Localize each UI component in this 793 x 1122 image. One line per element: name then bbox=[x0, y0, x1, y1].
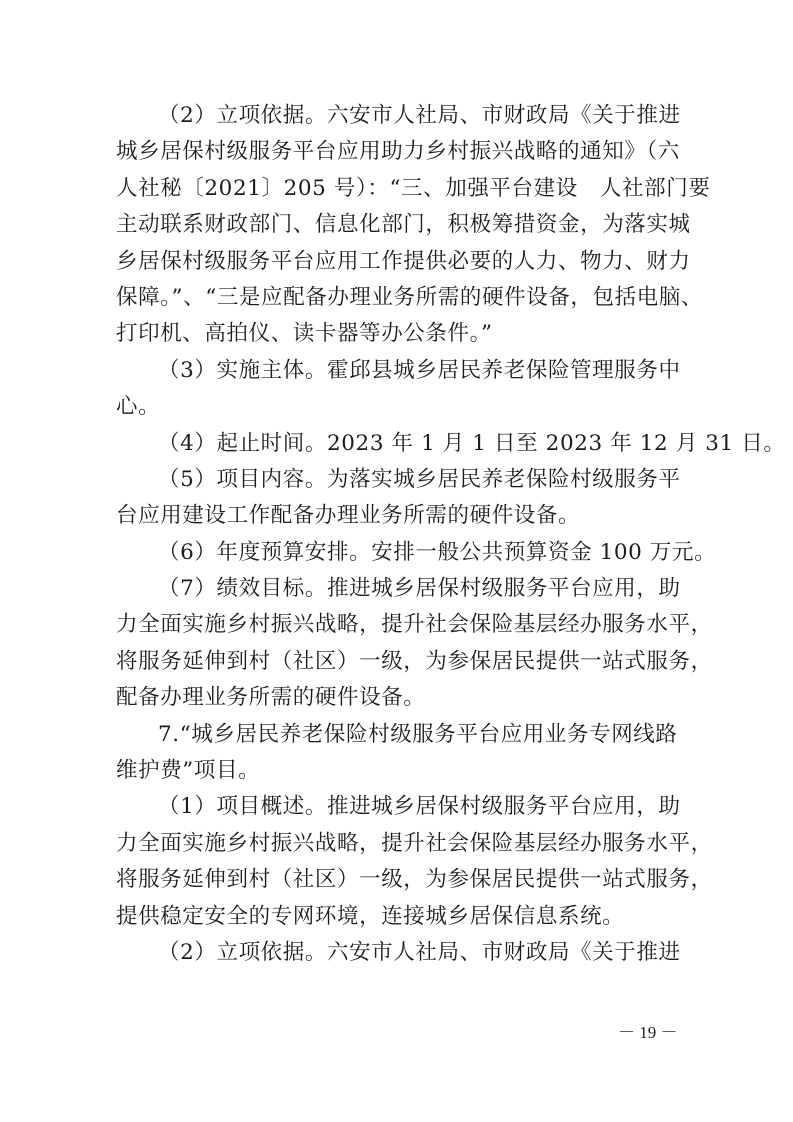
body-text bbox=[116, 98, 786, 971]
paragraph-line: 将服务延伸到村（社区）一级，为参保居民提供一站式服务， bbox=[116, 867, 713, 893]
paragraph-line: （2）立项依据。六安市人社局、市财政局《关于推进 bbox=[158, 939, 681, 965]
paragraph-line: 力全面实施乡村振兴战略，提升社会保险基层经办服务水平， bbox=[116, 830, 713, 856]
paragraph-line: （6）年度预算安排。安排一般公共预算资金 100 万元。 bbox=[158, 539, 717, 565]
paragraph-line: 人社秘〔2021〕205 号）：“三、加强平台建设 人社部门要 bbox=[116, 175, 711, 201]
paragraph-line: 保障。”、“三是应配备办理业务所需的硬件设备，包括电脑、 bbox=[116, 284, 704, 310]
paragraph-line: 城乡居保村级服务平台应用助力乡村振兴战略的通知》（六 bbox=[116, 139, 680, 165]
paragraph-line: 打印机、高拍仪、读卡器等办公条件。” bbox=[116, 321, 493, 347]
paragraph-line: 主动联系财政部门、信息化部门，积极筹措资金，为落实城 bbox=[116, 212, 691, 238]
paragraph-line: 力全面实施乡村振兴战略，提升社会保险基层经办服务水平， bbox=[116, 612, 713, 638]
paragraph-line: 心。 bbox=[116, 394, 161, 420]
paragraph-line: （2）立项依据。六安市人社局、市财政局《关于推进 bbox=[158, 103, 681, 128]
section-heading-line: 7.“城乡居民养老保险村级服务平台应用业务专网线路 bbox=[158, 721, 678, 747]
paragraph-line: 配备办理业务所需的硬件设备。 bbox=[116, 685, 426, 711]
paragraph-line: 提供稳定安全的专网环境，连接城乡居保信息系统。 bbox=[116, 903, 625, 929]
section-heading-line: 维护费”项目。 bbox=[116, 758, 261, 784]
paragraph-line: （1）项目概述。推进城乡居保村级服务平台应用，助 bbox=[158, 794, 681, 820]
paragraph-line: （4）起止时间。2023 年 1 月 1 日至 2023 年 12 月 31 日。 bbox=[158, 430, 786, 456]
paragraph-line: 台应用建设工作配备办理业务所需的硬件设备。 bbox=[116, 503, 581, 529]
page-number: － 19 － bbox=[618, 1023, 678, 1042]
paragraph-line: （7）绩效目标。推进城乡居保村级服务平台应用，助 bbox=[158, 576, 681, 602]
paragraph-line: （5）项目内容。为落实城乡居民养老保险村级服务平 bbox=[158, 466, 681, 492]
paragraph-line: （3）实施主体。霍邱县城乡居民养老保险管理服务中 bbox=[158, 357, 681, 383]
paragraph-line: 乡居保村级服务平台应用工作提供必要的人力、物力、财力 bbox=[116, 248, 691, 274]
paragraph-line: 将服务延伸到村（社区）一级，为参保居民提供一站式服务， bbox=[116, 648, 713, 674]
